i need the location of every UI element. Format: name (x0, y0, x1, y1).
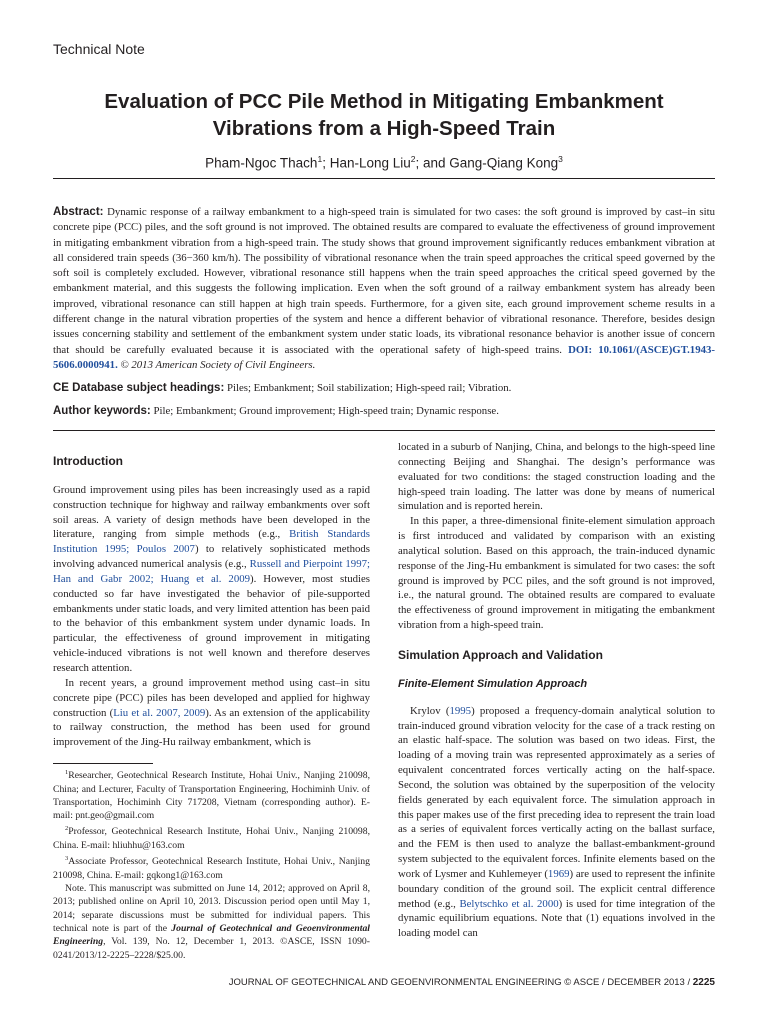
footnote-2 (53, 822, 370, 852)
footnote-marker: 2 (65, 825, 69, 833)
abstract-text: Dynamic response of a railway embankment to a high-speed train is simulated for two cases: the soft ground is improved by cast–in situ concrete pipe (PCC) piles, and the soft ground is not improved. The obtained results are compared to evaluate the effectiveness of ground improvement in mitigating embankment vibration from a high-speed train. The study shows that ground improvement significantly reduces embankment vibration at all considered train speeds (36−360 km/h). The possibility of vibrational resonance when the train speed approaches the critical speed governed by the soft soil is completely excluded. However, vibrational resonance still happens when the train speed approaches the critical speed governed by the embankment material, and this suggests the following implication. Even when the soft ground of a railway embankment system has already been improved, vibrational resonance can still happen at high train speeds. Furthermore, for a given site, each ground improvement scheme results in a different change in the natural vibration properties of the system and hence a different behavior of vibrational resonance. Therefore, besides design issues concerning stability and settlement of the embankment system under static loads, its vibrational resonance behavior is another issue of concern that should be carefully evaluated because it is associated with the operational safety of high-speed trains. (53, 206, 715, 356)
citation-link[interactable]: Liu et al. 2007, 2009 (113, 706, 206, 719)
sim-text: ) is used for time integration of the dynamic equilibrium equations. Note that (1) equations involved in the loading model can (398, 897, 716, 940)
author-separator: ; (322, 155, 330, 171)
simulation-heading: Simulation Approach and Validation (398, 647, 603, 662)
note-text: Note. This manuscript was submitted on June 14, 2012; approved on April 8, 2013; published online on April 10, 2013. Discussion period open until May 1, 2014; separate discussions must be submitted for individual papers. This technical note is part of the (53, 883, 370, 934)
intro-text: ). However, most studies conducted so far have investigated the behavior of pile-supported embankments under static loads, and very limited attention has been paid to the behavior of this embankment system under dynamic loads. In particular, the effectiveness of ground improvement in mitigating vehicle-induced vibrations is not well known and therefore deserves research attention. (53, 572, 370, 674)
author-1: Pham-Ngoc Thach (205, 155, 318, 171)
footnotes (53, 766, 370, 962)
abstract (53, 205, 715, 373)
citation-link[interactable]: Russell and Pierpoint 1997; Han and Gabr 2002; Huang et al. 2009 (53, 558, 370, 585)
footnote-1 (53, 766, 370, 822)
article-type-label: Technical Note (53, 41, 145, 57)
footnote-marker: 3 (65, 855, 69, 863)
intro-text: In recent years, a ground improvement method using cast–in situ concrete pipe (PCC) piles has been developed and applied for highway construction ( (53, 676, 370, 719)
intro-text: ). As an extension of the applicability to railway construction, the method has been used for ground improvement of the Jing-Hu railway embankment, which is (53, 706, 370, 749)
journal-name: Journal of Geotechnical and Geoenvironmental Engineering (53, 922, 370, 948)
abstract-label: Abstract: (53, 206, 104, 218)
right-column (398, 440, 715, 941)
author-list (53, 154, 715, 171)
fe-approach-subheading: Finite-Element Simulation Approach (398, 677, 588, 690)
title-line-2: Vibrations from a High-Speed Train (212, 117, 556, 140)
introduction-heading: Introduction (53, 454, 123, 468)
running-footer (229, 977, 715, 988)
footnote-3 (53, 852, 370, 882)
author-keywords (53, 404, 715, 419)
author-2-affil: 2 (410, 154, 416, 164)
intro-paragraph-3: located in a suburb of Nanjing, China, and belongs to the high-speed line connecting Beijing and Shanghai. The design’s performance was evaluated for two conditions: the staged construction loading and the high-speed train loading. The latter was done by means of numerical simulation and is reported herein. (398, 441, 715, 513)
intro-paragraph-1 (53, 483, 370, 676)
footnote-marker: 1 (65, 769, 69, 776)
author-1-affil: 1 (317, 154, 323, 164)
footnote-text: Professor, Geotechnical Research Institute, Hohai Univ., Nanjing 210098, China. E-mail: hliuhhu@163.com (53, 826, 370, 851)
citation-link[interactable]: British Standards Institution 1995; Poulos 2007 (53, 528, 370, 556)
footnote-divider (53, 763, 153, 764)
left-column (53, 440, 370, 750)
article-title (53, 88, 715, 142)
simulation-paragraph-1 (398, 704, 715, 942)
author-2: Han-Long Liu (329, 155, 411, 171)
citation-link[interactable]: 1969 (547, 867, 570, 880)
page-number: 2225 (692, 977, 715, 988)
sim-text: ) are used to represent the infinite boundary condition of the ground soil. The explicit central difference method (e.g., (398, 867, 715, 910)
note-text: , Vol. 139, No. 12, December 1, 2013. ©ASCE, ISSN 1090-0241/2013/12-2225–2228/$25.00. (53, 936, 370, 961)
intro-paragraph-2 (53, 676, 370, 750)
section-divider (53, 430, 715, 431)
copyright-notice: © 2013 American Society of Civil Engineers. (117, 358, 316, 371)
intro-text: Ground improvement using piles has been increasingly used as a rapid construction technique for highway and railway embankments over soft soil areas. A variety of design methods have been developed in the literature, ranging from simple methods (e.g., (53, 483, 370, 541)
doi-link[interactable]: DOI: 10.1061/(ASCE)GT.1943-5606.0000941. (53, 343, 715, 371)
subject-headings (53, 381, 715, 396)
author-separator: ; and (415, 155, 450, 171)
citation-link[interactable]: Belytschko et al. 2000 (459, 897, 559, 910)
sim-text: ) proposed a frequency-domain analytical solution to train-induced ground vibration velocity for the case of a track resting on an elastic half-space. The solution was based on two ideas. First, the loading of a moving train was represented approximately as a series of equivalent concentrated forces vertically acting on the half-space. Second, the solution was obtained by the superposition of the velocity fields generated by each equivalent force. The simulation approach in this paper makes use of the first preceding idea to represent the train load as a series of equivalent forces vertically acting on the ballast surface, and the FEM is then used to analyze the ballast-embankment-ground system subjected to the equivalent forces. Infinite elements based on the work of Lysmer and Kuhlemeyer ( (398, 704, 715, 880)
subject-headings-text: Piles; Embankment; Soil stabilization; High-speed rail; Vibration. (224, 382, 512, 395)
sim-text: Krylov ( (410, 704, 450, 717)
footer-text: JOURNAL OF GEOTECHNICAL AND GEOENVIRONMENTAL ENGINEERING © ASCE / DECEMBER 2013 / (228, 977, 693, 988)
submission-note (53, 882, 370, 962)
intro-paragraph-4: In this paper, a three-dimensional finite-element simulation approach is first introduced and validated by comparison with an existing analytical solution. Based on this approach, the train-induced dynamic response of the Jing-Hu embankment is simulated for two cases: the soft ground is improved by PCC piles, and the soft ground is not improved, i.e., the natural ground. The obtained results are compared to evaluate the effectiveness of ground improvement in mitigating the embankment vibration from a high-speed train. (398, 515, 715, 632)
author-3-affil: 3 (558, 154, 563, 164)
abstract-section (53, 178, 715, 419)
author-keywords-label: Author keywords: (53, 405, 151, 418)
subject-headings-label: CE Database subject headings: (53, 382, 225, 395)
footnote-text: Researcher, Geotechnical Research Institute, Hohai Univ., Nanjing 210098, China; and Lecturer, Faculty of Transportation Engineering, Hochiminh Univ. of Transportation, Hochiminh City 717208, Vietnam (corresponding author). E-mail: pnt.geo@gmail.com (53, 770, 370, 822)
footnote-text: Associate Professor, Geotechnical Research Institute, Hohai Univ., Nanjing 210098, China. E-mail: gqkong1@163.com (53, 856, 370, 881)
title-line-1: Evaluation of PCC Pile Method in Mitigating Embankment (104, 90, 664, 113)
author-keywords-text: Pile; Embankment; Ground improvement; High-speed train; Dynamic response. (150, 405, 499, 418)
intro-text: ) to relatively sophisticated methods involving advanced numerical analysis (e.g., (53, 543, 370, 571)
author-3: Gang-Qiang Kong (449, 155, 559, 171)
citation-link[interactable]: 1995 (449, 704, 472, 717)
